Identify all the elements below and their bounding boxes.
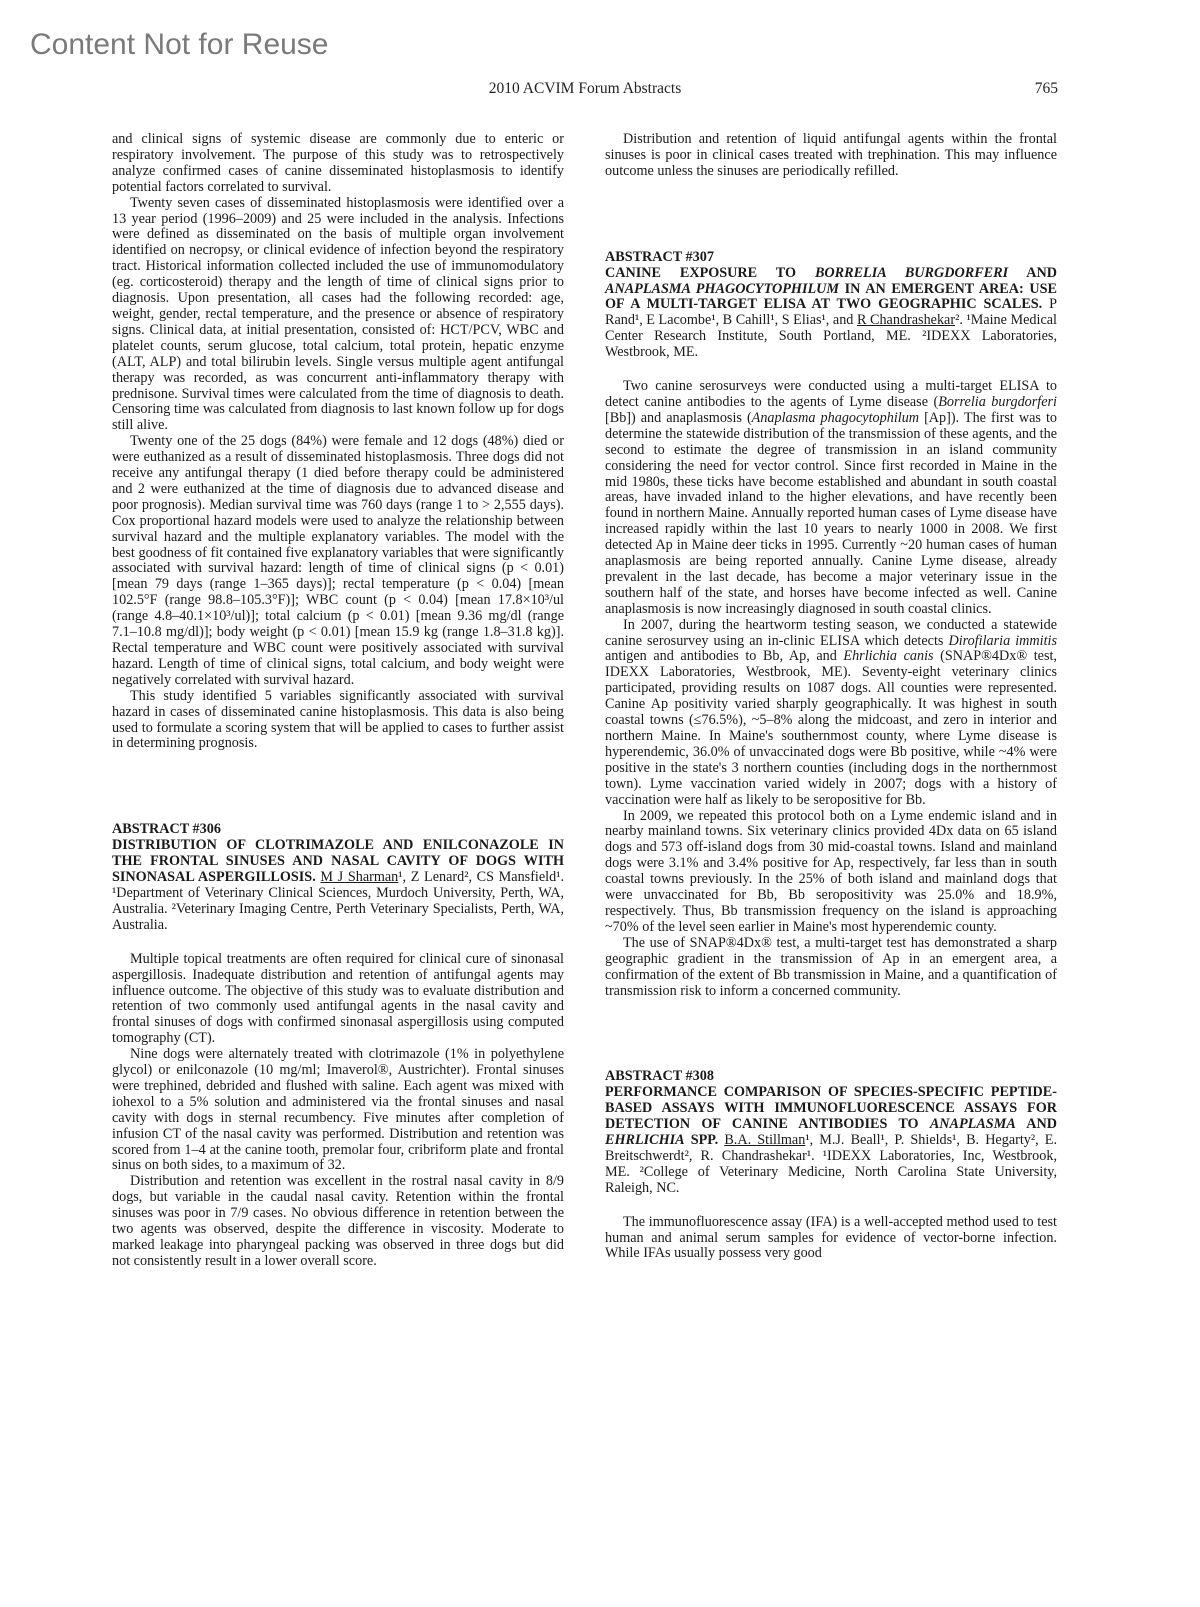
- paragraph: Multiple topical treatments are often required for clinical cure of sinonasal aspergillosis. Inadequate distribution and retention of antifungal agents may influence outcome. The objective of this study was to evaluate distribution and retention of two commonly used antifungal agents in the nasal cavity and frontal sinuses of dogs with confirmed sinonasal aspergillosis using computed tomography (CT).: [112, 950, 564, 1047]
- abstract-title: PERFORMANCE COMPARISON OF SPECIES-SPECIFIC PEPTIDE-BASED ASSAYS WITH IMMUNOFLUORESCENCE ASSAYS FOR DETECTION OF CANINE ANTIBODIES TO ANAPLASMA AND EHRLICHIA SPP.: [605, 1084, 1057, 1149]
- paragraph: Distribution and retention was excellent in the rostral nasal cavity in 8/9 dogs, but variable in the caudal nasal cavity. Retention within the frontal sinuses was poor in 7/9 cases. No obvious difference in retention between the two agents was observed, despite the difference in viscosity. Moderate to marked leakage into pharyngeal packing was observed in three dogs but did not consistently result in a lower overall score.: [112, 1173, 564, 1269]
- affiliations: ². ¹Maine Medical Center Research Institute, South Portland, ME. ²IDEXX Laboratories, Westbrook, ME.: [605, 312, 1057, 361]
- paragraph: Two canine serosurveys were conducted using a multi-target ELISA to detect canine antibodies to the agents of Lyme disease (Borrelia burgdorferi [Bb]) and anaplasmosis (Anaplasma phagocytophilum [Ap]). The first was to determine the statewide distribution of the transmission of these agents, and the second to estimate the degree of transmission in an island community considering the need for vector control. Since first recorded in Maine in the mid 1980s, these ticks have become established and abundant in south coastal areas, have invaded inland to the higher elevations, and have recently been found in northern Maine. Annually reported human cases of Lyme disease have increased rapidly within the last 10 years to nearly 1000 in 2008. We first detected Ap in Maine deer ticks in 1995. Currently ~20 human cases of human anaplasmosis are being reported annually. Canine Lyme disease, already prevalent in the last decade, has become a major veterinary issue in the southern half of the state, and horses have become infected as well. Canine anaplasmosis is now increasingly diagnosed in south coastal clinics.: [605, 378, 1057, 617]
- abstract-heading: [605, 1085, 1057, 1196]
- abstract-heading: [112, 838, 564, 933]
- right-column: [605, 132, 1057, 1262]
- paragraph: In 2007, during the heartworm testing season, we conducted a statewide canine serosurvey using an in-clinic ELISA which detects Dirofilaria immitis antigen and antibodies to Bb, Ap, and Ehrlichia canis (SNAP®4Dx® test, IDEXX Laboratories, Westbrook, ME). Seventy-eight veterinary clinics participated, providing results on 1087 dogs. All counties were represented. Canine Ap positivity varied sharply geographically. It was highest in south coastal towns (≤76.5%), ~5–8% along the midcoast, and zero in interior and northern Maine. In Maine's southernmost county, where Lyme disease is hyperendemic, 36.0% of unvaccinated dogs were Bb positive, while ~4% were positive in the state's 3 northern counties (including dogs in the northernmost town). Lyme vaccination varied widely in 2007; dogs with a history of vaccination were half as likely to be seropositive for Bb.: [605, 616, 1057, 808]
- paragraph: Twenty one of the 25 dogs (84%) were female and 12 dogs (48%) died or were euthanized as a result of disseminated histoplasmosis. Three dogs did not receive any antifungal therapy (1 died before therapy could be administered and 2 were euthanized at the time of diagnosis due to advanced disease and poor prognosis). Median survival time was 760 days (range 1 to > 2,555 days). Cox proportional hazard models were used to analyze the relationship between survival hazard and the multiple explanatory variables. The model with the best goodness of fit contained five explanatory variables that were significantly associated with survival hazard: length of time of clinical signs (p < 0.01) [mean 79 days (range 1–365 days)]; rectal temperature (p < 0.04) [mean 102.5°F (range 98.8–105.3°F)]; WBC count (p < 0.04) [mean 17.8×10³/ul (range 4.8–40.1×10³/ul)]; total calcium (p < 0.01) [mean 9.36 mg/dl (range 7.1–10.8 mg/dl)]; body weight (p < 0.01) [mean 15.9 kg (range 1.8–31.8 kg)]. Rectal temperature and WBC count were positively associated with survival hazard. Length of time of clinical signs, total calcium, and body weight were negatively correlated with survival hazard.: [112, 433, 564, 688]
- paragraph: In 2009, we repeated this protocol both on a Lyme endemic island and in nearby mainland towns. Six veterinary clinics provided 4Dx data on 65 island dogs and 573 off-island dogs from 30 mid-coastal towns. Island and mainland dogs were 3.1% and 3.4% positive for Ap, respectively, far less than in south coastal towns previously. In the 25% of both island and mainland dogs that were unvaccinated for Bb, Bb seropositivity was 25.0% and 18.9%, respectively. Thus, Bb transmission frequency on the island is approaching ~70% of the level seen earlier in Maine's most hyperendemic county.: [605, 807, 1057, 935]
- page-number: 765: [1034, 80, 1058, 97]
- paragraph: and clinical signs of systemic disease are commonly due to enteric or respiratory involvement. The purpose of this study was to retrospectively analyze confirmed cases of canine disseminated histoplasmosis to identify potential factors correlated to survival.: [112, 131, 564, 195]
- running-header: [112, 80, 1058, 100]
- paragraph: This study identified 5 variables significantly associated with survival hazard in cases of disseminated canine histoplasmosis. This data is also being used to formulate a scoring system that will be applied to cases to further assist in determining prognosis.: [112, 687, 564, 752]
- abstract-number: ABSTRACT #306: [112, 821, 221, 838]
- abstract-heading: [605, 266, 1057, 361]
- watermark: Content Not for Reuse: [30, 28, 329, 61]
- author-list: ¹, Z Lenard², CS Mansfield¹. ¹Department of Veterinary Clinical Sciences, Murdoch University, Perth, WA, Australia. ²Veterinary Imaging Centre, Perth Veterinary Specialists, Perth, WA, Australia.: [112, 869, 564, 933]
- presenting-author: R Chandrashekar: [856, 312, 956, 329]
- paragraph: Nine dogs were alternately treated with clotrimazole (1% in polyethylene glycol) or enilconazole (10 mg/ml; Imaverol®, Austrichter). Frontal sinuses were trephined, debrided and flushed with saline. Each agent was mixed with iohexol to a 5% solution and administered via the frontal sinuses and nasal cavity with dogs in sternal recumbency. Five minutes after completion of infusion CT of the nasal cavity was performed. Distribution and retention was scored from 1–4 at the canine tooth, premolar four, cribriform plate and frontal sinus on both sides, to a maximum of 32.: [112, 1046, 564, 1174]
- abstract-306: [112, 822, 564, 1269]
- abstract-307: [605, 250, 1057, 1000]
- paragraph: The use of SNAP®4Dx® test, a multi-target test has demonstrated a sharp geographic gradient in the transmission of Ap in an emergent area, a confirmation of the extent of Bb transmission in Maine, and a quantification of transmission risk to inform a concerned community.: [605, 934, 1057, 999]
- paragraph: The immunofluorescence assay (IFA) is a well-accepted method used to test human and animal serum samples for evidence of vector-borne infection. While IFAs usually possess very good: [605, 1213, 1057, 1262]
- presenting-author: M J Sharman: [320, 869, 399, 886]
- abstract-number: ABSTRACT #308: [605, 1068, 714, 1085]
- author-list: P Rand¹, E Lacombe¹, B Cahill¹, S Elias¹, and: [605, 296, 1058, 329]
- presenting-author: B.A. Stillman: [724, 1132, 806, 1149]
- paragraph: Distribution and retention of liquid antifungal agents within the frontal sinuses is poor in clinical cases treated with trephination. This may influence outcome unless the sinuses are periodically refilled.: [605, 131, 1057, 179]
- paragraph: Twenty seven cases of disseminated histoplasmosis were identified over a 13 year period (1996–2009) and 25 were included in the analysis. Infections were defined as disseminated on the basis of multiple organ involvement identified on necropsy, or clinical evidence of infection beyond the respiratory tract. Historical information collected included the use of immunomodulatory (eg. corticosteroid) therapy and the length of time of clinical signs prior to diagnosis. Upon presentation, all cases had the following recorded: age, weight, gender, rectal temperature, and the presence or absence of respiratory signs. Clinical data, at initial presentation, consisted of: HCT/PCV, WBC and platelet counts, serum glucose, total calcium, total protein, hepatic enzyme (ALT, ALP) and total bilirubin levels. Single versus multiple agent antifungal therapy was recorded, as was concurrent anti-inflammatory therapy with prednisone. Survival times were calculated from the time of diagnosis to death. Censoring time was calculated from diagnosis to last known follow up for dogs still alive.: [112, 194, 564, 434]
- abstract-title: DISTRIBUTION OF CLOTRIMAZOLE AND ENILCONAZOLE IN THE FRONTAL SINUSES AND NASAL CAVITY OF DOGS WITH SINONASAL ASPERGILLOSIS.: [112, 837, 564, 886]
- abstract-title: CANINE EXPOSURE TO BORRELIA BURGDORFERI AND ANAPLASMA PHAGOCYTOPHILUM IN AN EMERGENT AREA: USE OF A MULTI-TARGET ELISA AT TWO GEOGRAPHIC SCALES.: [605, 264, 1057, 313]
- left-column: [112, 132, 564, 1270]
- abstract-308: [605, 1069, 1057, 1262]
- journal-title: 2010 ACVIM Forum Abstracts: [488, 80, 682, 97]
- author-list: ¹, M.J. Beall¹, P. Shields¹, B. Hegarty², E. Breitschwerdt², R. Chandrashekar¹. ¹IDEXX Laboratories, Inc, Westbrook, ME. ²College of Veterinary Medicine, North Carolina State University, Raleigh, NC.: [605, 1132, 1058, 1196]
- abstract-number: ABSTRACT #307: [605, 248, 714, 265]
